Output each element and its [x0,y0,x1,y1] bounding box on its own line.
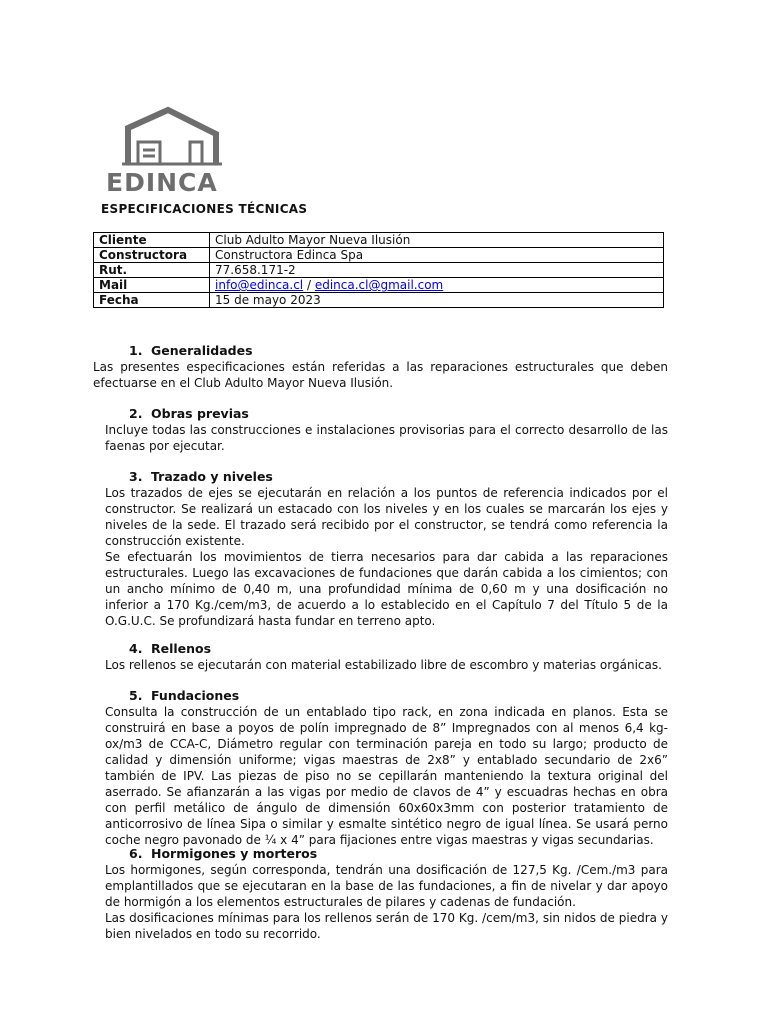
section-heading [129,688,668,704]
section-title: Obras previas [151,406,249,421]
section-heading [129,846,668,862]
section-title: Hormigones y morteros [151,846,318,861]
table-row [94,248,664,263]
builder-label: Constructora [94,248,210,263]
section-rellenos [93,641,668,673]
house-icon [104,106,244,168]
section-title: Generalidades [151,343,253,358]
section-hormigones-morteros [93,846,668,942]
section-number: 2. [129,406,143,421]
section-title: Fundaciones [151,688,240,703]
client-value: Club Adulto Mayor Nueva Ilusión [210,233,664,248]
section-number: 1. [129,343,143,358]
document-title: ESPECIFICACIONES TÉCNICAS [101,202,308,216]
section-paragraph: Los rellenos se ejecutarán con material estabilizado libre de escombro y materias orgánicas. [105,658,662,672]
section-paragraph: Se efectuarán los movimientos de tierra necesarios para dar cabida a las reparaciones estructurales. Luego las excavaciones de fundaciones que darán cabida a los cimientos; con un ancho mínimo de 0,40 m, una profundidad mínima de 0,60 m y una dosificación no inferior a 170 Kg./cem/m3, de acuerdo a lo establecido en el Capítulo 7 del Título 5 de la O.G.U.C. Se profundizará hasta fundar en terreno apto. [105,550,668,628]
builder-value: Constructora Edinca Spa [210,248,664,263]
section-number: 5. [129,688,143,703]
table-row [94,233,664,248]
date-value: 15 de mayo 2023 [210,293,664,308]
email-link-secondary[interactable]: edinca.cl@gmail.com [314,278,444,292]
section-number: 6. [129,846,143,861]
section-obras-previas [93,406,668,454]
section-paragraph: Consulta la construcción de un entablado tipo rack, en zona indicada en planos. Esta se construirá en base a poyos de polín impregnado de 8” Impregnados con al menos 6,4 kg-ox/m3 de CCA-C, Diámetro regular con terminación pareja en todo su largo; producto de calidad y dimensión uniforme; vigas maestras de 2x8” y entablado secundario de 2x6” también de IPV. Las piezas de piso no se cepillarán manteniendo la textura original del aserrado. Se afianzarán a las vigas por medio de clavos de 4” y escuadras hechas en obra con perfil metálico de ángulo de dimensión 60x60x3mm con posterior tratamiento de anticorrosivo de línea Sipa o similar y esmalte sintético negro de igual línea. Se usará perno coche negro pavonado de ¼ x 4” para fijaciones entre vigas maestras y vigas secundarias. [105,705,668,847]
section-trazado-niveles [93,469,668,629]
section-heading [129,641,668,657]
client-label: Cliente [94,233,210,248]
section-heading [129,343,668,359]
table-row [94,278,664,293]
info-table [93,232,664,308]
section-paragraph: Las dosificaciones mínimas para los rellenos serán de 170 Kg. /cem/m3, sin nidos de piedra y bien nivelados en todo su recorrido. [105,911,668,941]
section-title: Rellenos [151,641,212,656]
company-logo [104,106,244,197]
section-generalidades [93,343,668,391]
section-paragraph: Los trazados de ejes se ejecutarán en relación a los puntos de referencia indicados por el constructor. Se realizará un estacado con los niveles y en los cuales se marcarán los ejes y niveles de la sede. El trazado será recibido por el constructor, se tendrá como referencia la construcción existente. [105,486,668,548]
logo-text: EDINCA [106,168,218,197]
section-number: 4. [129,641,143,656]
date-label: Fecha [94,293,210,308]
table-row [94,263,664,278]
mail-value [210,278,664,293]
section-paragraph: Incluye todas las construcciones e instalaciones provisorias para el correcto desarrollo de las faenas por ejecutar. [105,423,668,453]
table-row [94,293,664,308]
section-paragraph: Las presentes especificaciones están referidas a las reparaciones estructurales que deben efectuarse en el Club Adulto Mayor Nueva Ilusión. [93,360,668,390]
email-link-primary[interactable]: info@edinca.cl [215,278,304,292]
rut-value: 77.658.171-2 [210,263,664,278]
rut-label: Rut. [94,263,210,278]
section-number: 3. [129,469,143,484]
section-heading [129,406,668,422]
section-fundaciones [93,688,668,848]
section-title: Trazado y niveles [151,469,273,484]
email-separator: / [303,278,315,292]
section-heading [129,469,668,485]
section-paragraph: Los hormigones, según corresponda, tendrán una dosificación de 127,5 Kg. /Cem./m3 para emplantillados que se ejecutaran en la base de las fundaciones, a fin de nivelar y dar apoyo de hormigón a los elementos estructurales de pilares y cadenas de fundación. [105,863,668,909]
mail-label: Mail [94,278,210,293]
